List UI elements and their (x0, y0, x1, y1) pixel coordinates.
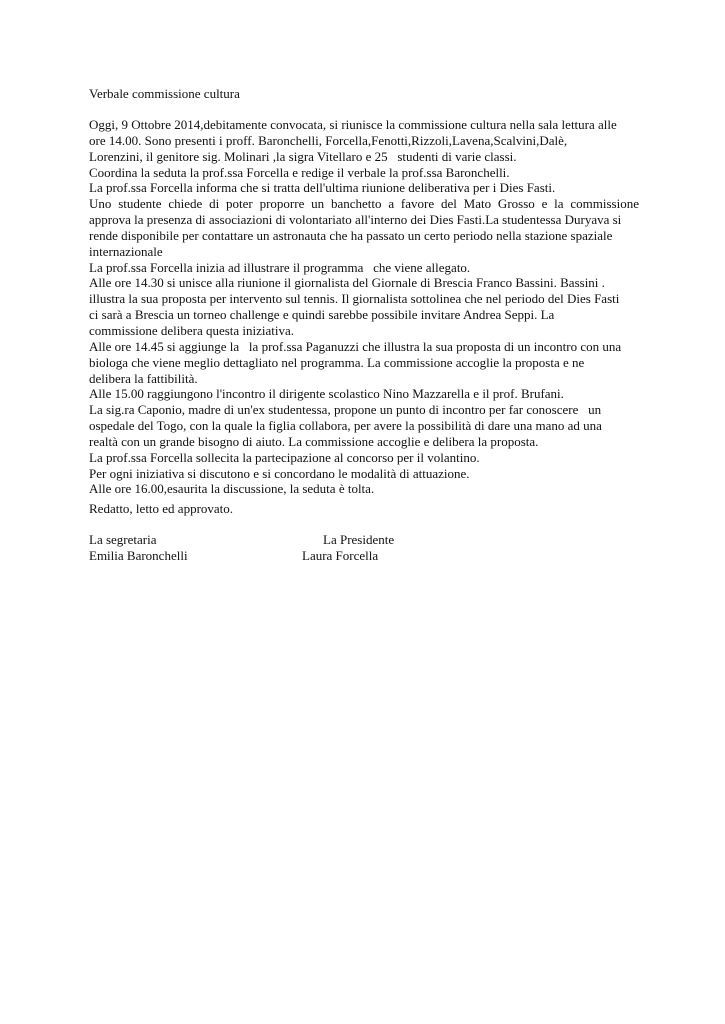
president-role: La Presidente (323, 532, 395, 547)
body-line: La sig.ra Caponio, madre di un'ex studentessa, propone un punto di incontro per far conoscere un (89, 402, 602, 418)
body-line: La prof.ssa Forcella sollecita la partecipazione al concorso per il volantino. (89, 449, 480, 465)
body-line: approva la presenza di associazioni di volontariato all'interno dei Dies Fasti.La studentessa Duryava si (89, 212, 622, 228)
body-line: Uno studente chiede di poter proporre un banchetto a favore del Mato Grosso e la commissione (89, 196, 639, 212)
body-line: delibera la fattibilità. (89, 370, 198, 386)
body-line: rende disponibile per contattare un astronauta che ha passato un certo periodo nella stazione spaziale (89, 227, 613, 243)
body-line: Coordina la seduta la prof.ssa Forcella e redige il verbale la prof.ssa Baronchelli. (89, 164, 510, 180)
body-line: internazionale (89, 243, 163, 259)
minutes-body (89, 117, 639, 497)
body-line: Alle ore 14.30 si unisce alla riunione il giornalista del Giornale di Brescia Franco Bassini. Bassini . (89, 275, 605, 291)
body-line: ospedale del Togo, con la quale la figlia collabora, per avere la possibilità di dare una mano ad una (89, 418, 602, 434)
body-line: Alle ore 16.00,esaurita la discussione, la seduta è tolta. (89, 481, 375, 497)
body-line: ore 14.00. Sono presenti i proff. Baronchelli, Forcella,Fenotti,Rizzoli,Lavena,Scalvini,Dalè, (89, 132, 568, 148)
body-line: biologa che viene meglio dettagliato nel programma. La commissione accoglie la proposta e ne (89, 354, 585, 370)
body-line: Alle 15.00 raggiungono l'incontro il dirigente scolastico Nino Mazzarella e il prof. Brufani. (89, 386, 564, 402)
body-line: Alle ore 14.45 si aggiunge la la prof.ssa Paganuzzi che illustra la sua proposta di un incontro con una (89, 338, 622, 354)
body-line: Per ogni iniziativa si discutono e si concordano le modalità di attuazione. (89, 465, 470, 481)
body-line: illustra la sua proposta per intervento sul tennis. Il giornalista sottolinea che nel periodo del Dies Fasti (89, 291, 620, 307)
signature-block-secretary (89, 532, 188, 564)
body-line: ci sarà a Brescia un torneo challenge e quindi sarebbe possibile invitare Andrea Seppi. La (89, 307, 555, 323)
body-line: Oggi, 9 Ottobre 2014,debitamente convocata, si riunisce la commissione cultura nella sala lettura alle (89, 117, 617, 132)
body-line: La prof.ssa Forcella inizia ad illustrare il programma che viene allegato. (89, 259, 471, 275)
body-line: Lorenzini, il genitore sig. Molinari ,la sigra Vitellaro e 25 studenti di varie classi. (89, 148, 517, 164)
document-title: Verbale commissione cultura (89, 86, 240, 101)
body-line: realtà con un grande bisogno di aiuto. La commissione accoglie e delibera la proposta. (89, 433, 539, 449)
body-line: commissione delibera questa iniziativa. (89, 322, 295, 338)
body-line: La prof.ssa Forcella informa che si tratta dell'ultima riunione deliberativa per i Dies Fasti. (89, 180, 556, 196)
approval-line: Redatto, letto ed approvato. (89, 501, 234, 516)
secretary-name: Emilia Baronchelli (89, 548, 188, 563)
secretary-role: La segretaria (89, 532, 157, 547)
president-name: Laura Forcella (302, 548, 379, 563)
